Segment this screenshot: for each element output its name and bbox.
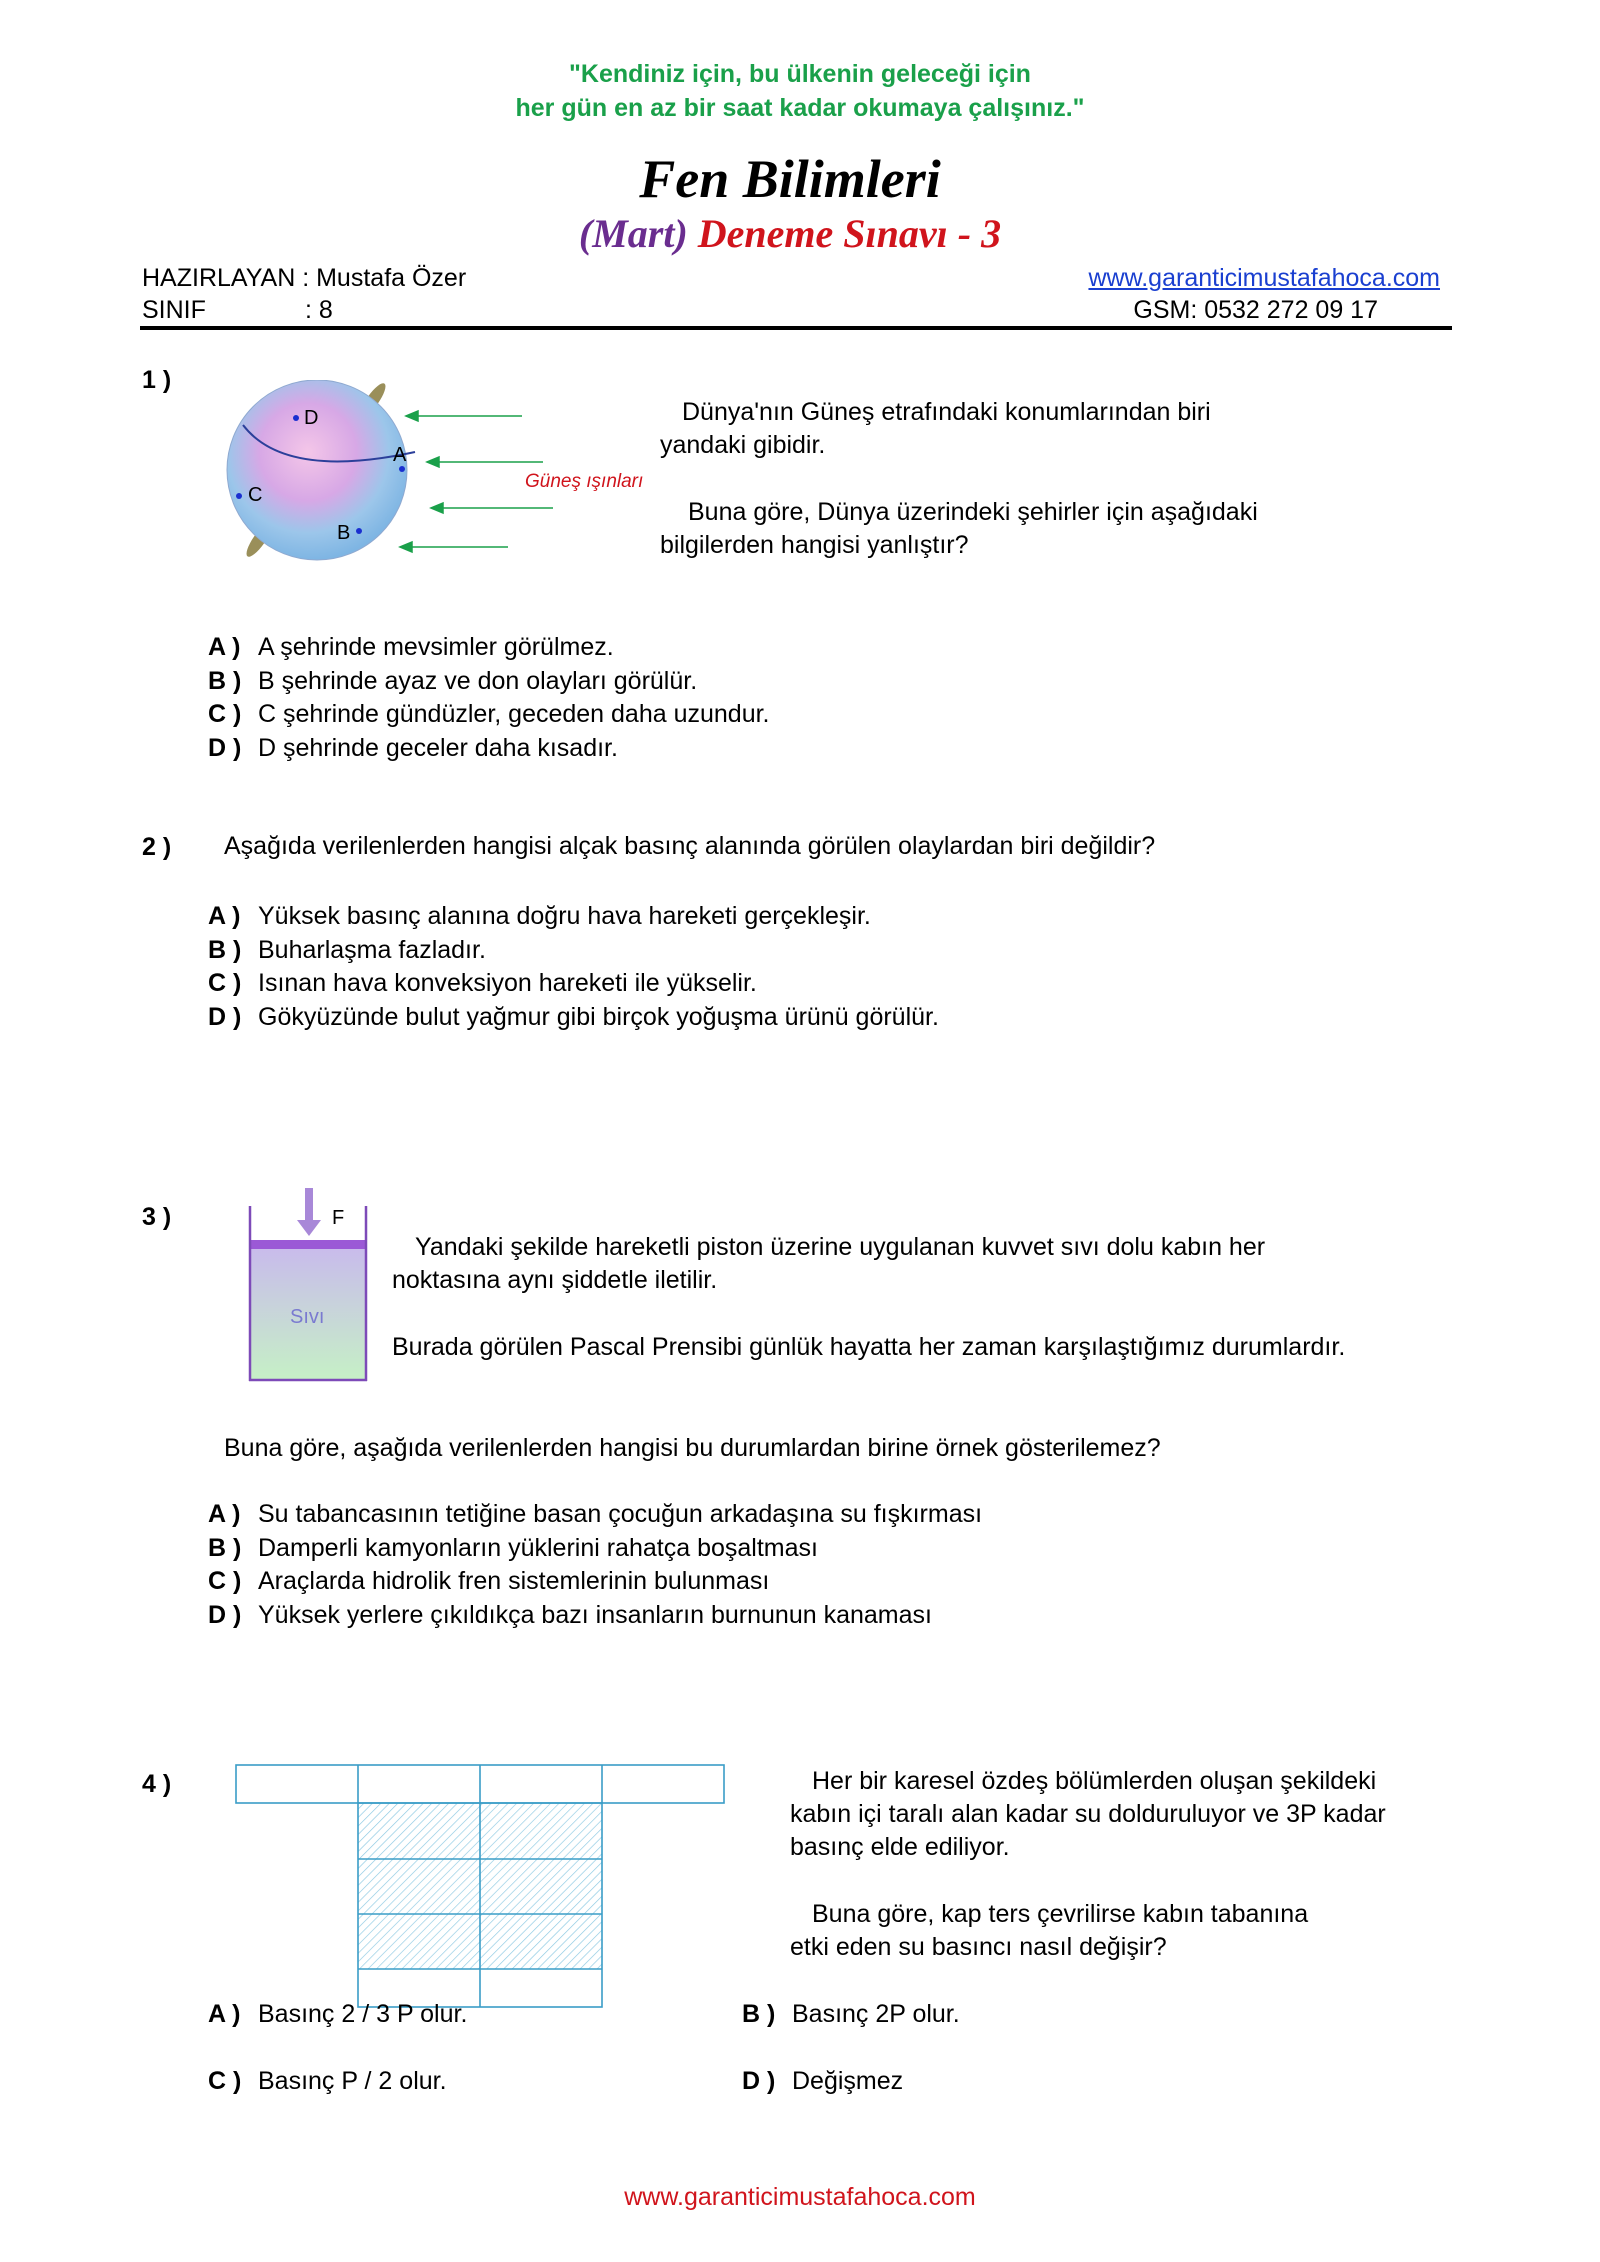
question-3-option-d[interactable] (208, 1599, 982, 1633)
question-4-number: 4 ) (142, 1770, 172, 1798)
question-2-option-c[interactable] (208, 967, 939, 1001)
option-label: D ) (208, 1600, 242, 1629)
option-label: B ) (208, 1533, 242, 1562)
question-1-text-line-3: Buna göre, Dünya üzerindeki şehirler için aşağıdaki (688, 498, 1258, 526)
sun-rays-label: Güneş ışınları (525, 471, 644, 492)
question-4-container-figure (234, 1763, 730, 2013)
question-3-text-line-2: noktasına aynı şiddetle iletilir. (392, 1266, 718, 1294)
force-label: F (332, 1207, 345, 1229)
exam-subtitle (0, 210, 1580, 257)
question-2-option-d[interactable] (208, 1001, 939, 1035)
question-3-text-line-3: Burada görülen Pascal Prensibi günlük hayatta her zaman karşılaştığımız durumlardır. (392, 1333, 1346, 1361)
question-3-option-c[interactable] (208, 1565, 982, 1599)
option-text: D şehrinde geceler daha kısadır. (258, 733, 618, 762)
option-label: D ) (742, 2067, 776, 2095)
option-text: Su tabancasının tetiğine basan çocuğun arkadaşına su fışkırması (258, 1500, 983, 1528)
option-text: B şehrinde ayaz ve don olayları görülür. (258, 666, 698, 695)
question-1-option-d[interactable] (208, 732, 770, 766)
question-1-text-line-1: Dünya'nın Güneş etrafındaki konumlarından biri (682, 398, 1211, 426)
page-title: Fen Bilimleri (639, 149, 941, 209)
question-4-option-c[interactable] (208, 2065, 447, 2099)
option-label: A ) (208, 2000, 241, 2028)
question-2-text: Aşağıda verilenlerden hangisi alçak basınç alanında görülen olaylardan biri değildir? (224, 832, 1156, 860)
subtitle-exam-name: Deneme Sınavı - 3 (697, 211, 1002, 256)
option-text: Basınç P / 2 olur. (258, 2067, 447, 2095)
option-label: B ) (208, 935, 242, 964)
header-website-link[interactable]: www.garanticimustafahoca.com (1088, 264, 1440, 292)
question-1-earth-figure (225, 380, 665, 565)
option-label: D ) (208, 733, 242, 762)
option-label: B ) (208, 666, 242, 695)
force-arrow-shaft (305, 1188, 313, 1222)
force-arrow-head (297, 1220, 321, 1236)
option-label: C ) (208, 2067, 242, 2095)
liquid-label: Sıvı (290, 1306, 325, 1328)
question-1-number: 1 ) (142, 366, 172, 394)
option-text: C şehrinde gündüzler, geceden daha uzundur. (258, 700, 770, 728)
option-label: A ) (208, 1500, 241, 1528)
option-label: D ) (208, 1002, 242, 1031)
option-text: Damperli kamyonların yüklerini rahatça boşaltması (258, 1533, 818, 1562)
question-4-text-line-2: kabın içi taralı alan kadar su dolduruluyor ve 3P kadar (790, 1800, 1386, 1828)
option-text: A şehrinde mevsimler görülmez. (258, 633, 614, 661)
class-label: SINIF (142, 296, 206, 324)
option-label: C ) (208, 700, 242, 728)
option-text: Basınç 2P olur. (792, 2000, 960, 2028)
question-1-options (208, 631, 770, 765)
footer-website-link[interactable]: www.garanticimustafahoca.com (624, 2183, 976, 2211)
question-1-option-c[interactable] (208, 698, 770, 732)
class-value: : 8 (305, 296, 333, 324)
prepared-by: HAZIRLAYAN : Mustafa Özer (142, 264, 467, 292)
gsm-number: GSM: 0532 272 09 17 (1133, 296, 1378, 324)
subtitle-month: (Mart) (578, 211, 688, 256)
question-4-text-line-5: etki eden su basıncı nasıl değişir? (790, 1933, 1167, 1961)
motto-line-2: her gün en az bir saat kadar okumaya çalışınız." (515, 94, 1085, 122)
container-grid (236, 1765, 724, 2007)
option-text: Yüksek yerlere çıkıldıkça bazı insanların burnunun kanaması (258, 1600, 932, 1629)
question-1-option-a[interactable] (208, 631, 770, 665)
question-3-question: Buna göre, aşağıda verilenlerden hangisi bu durumlardan birine örnek gösterilemez? (224, 1434, 1161, 1462)
piston-plate (251, 1240, 365, 1249)
question-3-text-line-1: Yandaki şekilde hareketli piston üzerine uygulanan kuvvet sıvı dolu kabın her (415, 1233, 1266, 1261)
question-3-piston-figure (240, 1188, 380, 1393)
option-text: Buharlaşma fazladır. (258, 935, 486, 964)
city-label-a: A (393, 444, 407, 466)
city-label-c: C (248, 484, 263, 506)
question-2-number: 2 ) (142, 833, 172, 861)
question-4-option-d[interactable] (742, 2065, 903, 2099)
question-3-option-a[interactable] (208, 1498, 982, 1532)
question-4-text-line-3: basınç elde ediliyor. (790, 1833, 1010, 1861)
option-label: A ) (208, 902, 241, 930)
question-3-options (208, 1498, 982, 1632)
option-label: B ) (742, 2000, 776, 2028)
city-label-d: D (304, 407, 319, 429)
question-2-option-b[interactable] (208, 934, 939, 968)
motto-line-1: "Kendiniz için, bu ülkenin geleceği için (569, 60, 1031, 88)
option-text: Basınç 2 / 3 P olur. (258, 2000, 468, 2028)
question-2-option-a[interactable] (208, 900, 939, 934)
question-3-option-b[interactable] (208, 1532, 982, 1566)
option-text: Araçlarda hidrolik fren sistemlerinin bulunması (258, 1567, 770, 1595)
option-label: A ) (208, 633, 241, 661)
header-divider (140, 326, 1452, 330)
question-1-text-line-2: yandaki gibidir. (660, 431, 826, 459)
question-1-option-b[interactable] (208, 665, 770, 699)
option-text: Gökyüzünde bulut yağmur gibi birçok yoğuşma ürünü görülür. (258, 1002, 939, 1031)
question-2-options (208, 900, 939, 1034)
option-text: Yüksek basınç alanına doğru hava hareketi gerçekleşir. (258, 902, 871, 930)
option-text: Isınan hava konveksiyon hareketi ile yükselir. (258, 969, 757, 997)
question-1-text-line-4: bilgilerden hangisi yanlıştır? (660, 531, 969, 559)
option-text: Değişmez (792, 2067, 904, 2095)
question-4-option-b[interactable] (742, 1998, 960, 2032)
question-4-text-line-1: Her bir karesel özdeş bölümlerden oluşan şekildeki (812, 1767, 1377, 1795)
question-4-option-a[interactable] (208, 1998, 467, 2032)
option-label: C ) (208, 969, 242, 997)
question-3-number: 3 ) (142, 1203, 172, 1231)
option-label: C ) (208, 1567, 242, 1595)
question-4-text-line-4: Buna göre, kap ters çevrilirse kabın tabanına (812, 1900, 1309, 1928)
city-label-b: B (337, 522, 351, 544)
